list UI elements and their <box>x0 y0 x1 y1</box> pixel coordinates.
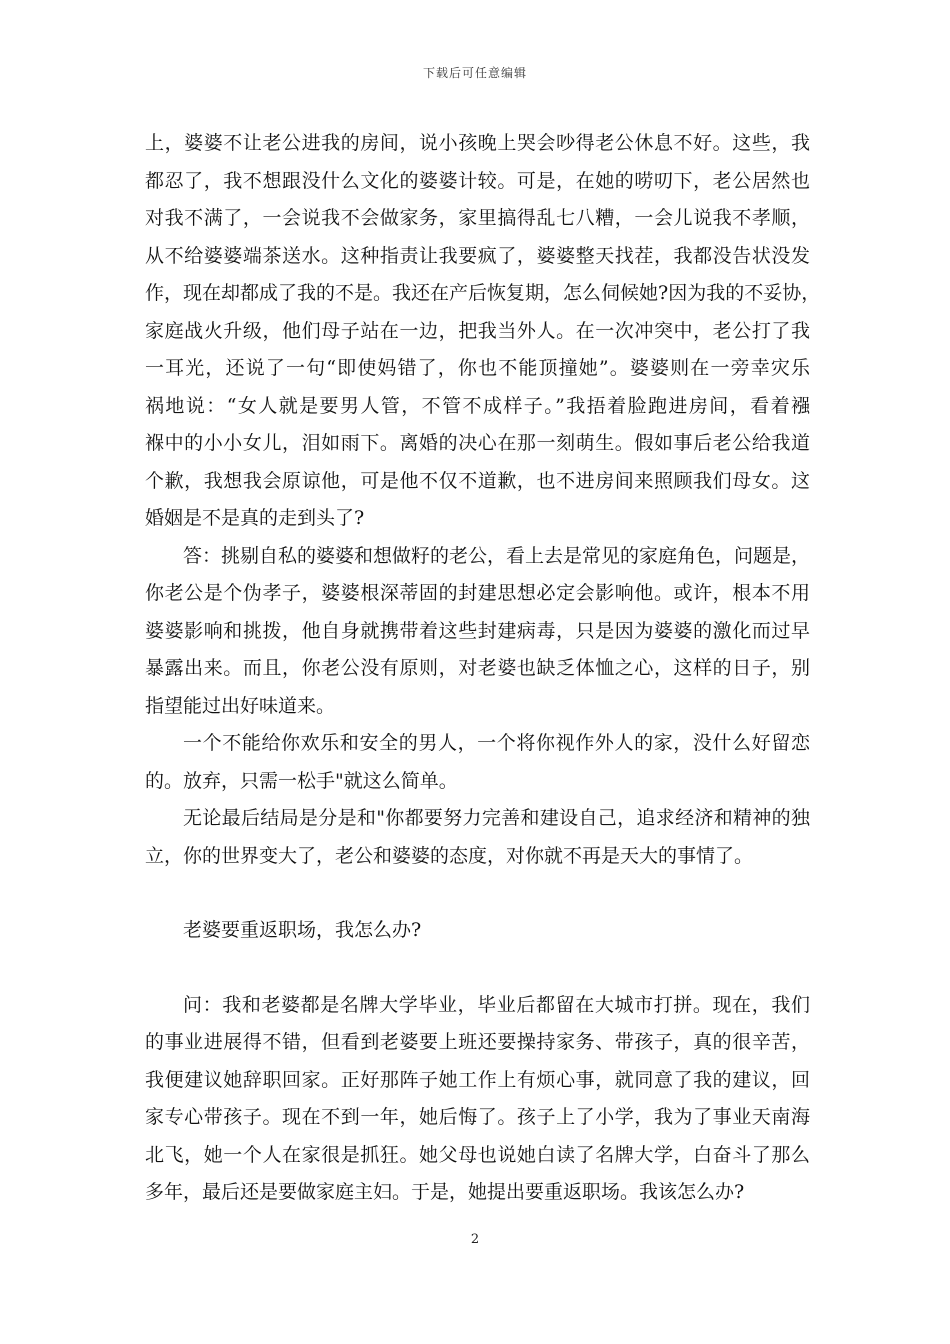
text-line: 北飞，她一个人在家很是抓狂。她父母也说她白读了名牌大学，白奋斗了那么 <box>145 1143 810 1166</box>
section-heading <box>145 912 810 950</box>
text-line: 问：我和老婆都是名牌大学毕业，毕业后都留在大城市打拼。现在，我们 <box>183 993 810 1016</box>
page-number: 2 <box>470 1232 480 1247</box>
text-line: 答：挑剔自私的婆婆和想做籽的老公，看上去是常见的家庭角色，问题是， <box>183 544 811 567</box>
text-line: 都忍了，我不想跟没什么文化的婆婆计较。可是，在她的唠叨下，老公居然也 <box>145 169 810 192</box>
paragraph <box>145 725 810 800</box>
text-line: 无论最后结局是分是和"你都要努力完善和建设自己，追求经济和精神的独 <box>183 807 810 829</box>
text-line: 上，婆婆不让老公进我的房间，说小孩晚上哭会吵得老公休息不好。这些，我 <box>145 132 810 154</box>
text-line: 对我不满了，一会说我不会做家务，家里搞得乱七八糟，一会儿说我不孝顺， <box>145 207 810 229</box>
text-line: 立，你的世界变大了，老公和婆婆的态度，对你就不再是天大的事情了。 <box>145 844 754 867</box>
text-line: 婚姻是不是真的走到头了? <box>145 507 365 529</box>
text-line: 家庭战火升级，他们母子站在一边，把我当外人。在一次冲突中，老公打了我 <box>145 319 810 342</box>
page-header: 下载后可任意编辑 <box>422 66 527 80</box>
paragraph <box>145 125 821 538</box>
text-line: 褓中的小小女儿，泪如雨下。离婚的决心在那一刻萌生。假如事后老公给我道 <box>145 432 810 454</box>
paragraph <box>145 538 810 726</box>
paragraph <box>145 800 810 875</box>
document-body <box>145 125 821 1212</box>
text-line: 老婆要重返职场，我怎么办? <box>183 919 422 941</box>
text-line: 的。放弃，只需一松手"就这么简单。 <box>145 769 458 792</box>
text-line: 的事业进展得不错，但看到老婆要上班还要操持家务、带孩子，真的很辛苦， <box>145 1031 810 1053</box>
text-line: 从不给婆婆端茶送水。这种指责让我要疯了，婆婆整天找茬，我都没告状没发 <box>145 244 810 267</box>
text-line: 你老公是个伪孝子，婆婆根深蒂固的封建思想必定会影响他。或许，根本不用 <box>145 582 810 604</box>
blank-line <box>145 950 810 987</box>
text-line: 我便建议她辞职回家。正好那阵子她工作上有烦心事，就同意了我的建议，回 <box>145 1068 810 1091</box>
paragraph <box>145 987 810 1212</box>
text-line: 婆婆影响和挑拨，他自身就携带着这些封建病毒，只是因为婆婆的激化而过早 <box>145 619 810 642</box>
text-line: 指望能过出好味道来。 <box>145 694 336 717</box>
text-line: 一个不能给你欢乐和安全的男人，一个将你视作外人的家，没什么好留恋 <box>183 732 810 754</box>
text-line: 暴露出来。而且，你老公没有原则，对老婆也缺乏体恤之心，这样的日子，别 <box>145 657 810 679</box>
blank-line <box>145 875 810 912</box>
text-line: 个歉，我想我会原谅他，可是他不仅不道歉，也不进房间来照顾我们母女。这 <box>145 469 810 492</box>
text-line: 祸地说：“女人就是要男人管，不管不成样子。”我捂着脸跑进房间，看着襁 <box>145 394 810 417</box>
text-line: 作，现在却都成了我的不是。我还在产后恢复期，怎么伺候她?因为我的不妥协， <box>145 282 821 304</box>
text-line: 多年，最后还是要做家庭主妇。于是，她提出要重返职场。我该怎么办? <box>145 1181 745 1203</box>
text-line: 一耳光，还说了一句“即使妈错了，你也不能顶撞她”。婆婆则在一旁幸灾乐 <box>145 357 810 379</box>
text-line: 家专心带孩子。现在不到一年，她后悔了。孩子上了小学，我为了事业天南海 <box>145 1106 810 1128</box>
